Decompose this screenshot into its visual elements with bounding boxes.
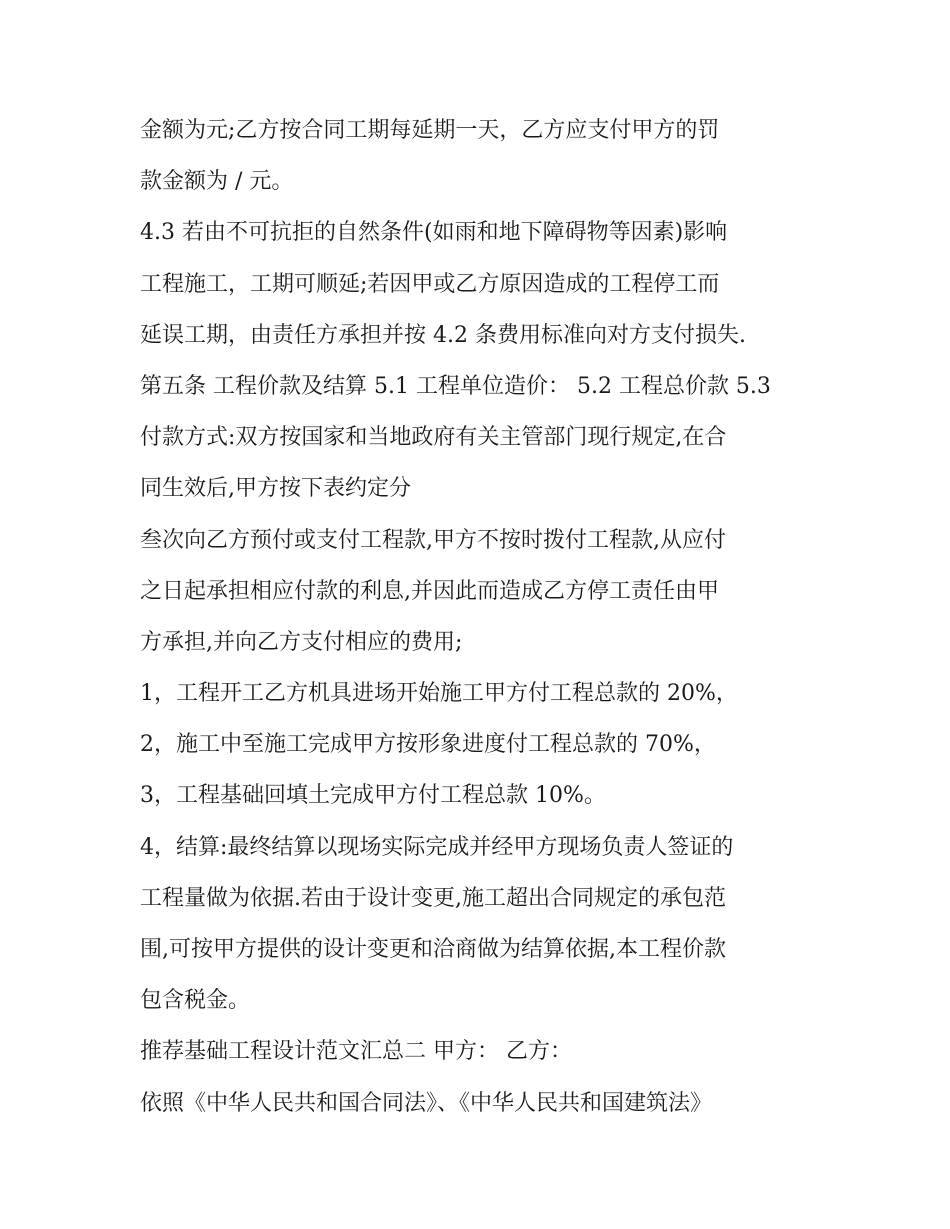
text-line: 款金额为 / 元。 [140,169,294,195]
text-line: 付款方式:双方按国家和当地政府有关主管部门现行规定,在合 [140,425,727,451]
text-line: 1，工程开工乙方机具进场开始施工甲方付工程总款的 20%， [140,681,738,707]
text-line: 推荐基础工程设计范文汇总二 甲方： 乙方： [140,1039,572,1065]
text-line: 4，结算:最终结算以现场实际完成并经甲方现场负责人签证的 [140,834,734,860]
text-line: 第五条 工程价款及结算 5.1 工程单位造价： 5.2 工程总价款 5.3 [140,373,771,399]
text-line: 工程量做为依据.若由于设计变更,施工超出合同规定的承包范 [140,885,726,911]
text-line: 3，工程基础回填土完成甲方付工程总款 10%。 [140,783,606,809]
text-line: 叁次向乙方预付或支付工程款,甲方不按时拨付工程款,从应付 [140,527,726,553]
text-line: 之日起承担相应付款的利息,并因此而造成乙方停工责任由甲 [140,578,719,604]
text-line: 方承担,并向乙方支付相应的费用; [140,629,463,655]
text-line: 2，施工中至施工完成甲方按形象进度付工程总款的 70%， [140,732,716,758]
text-line: 包含税金。 [140,988,251,1014]
text-line: 金额为元;乙方按合同工期每延期一天，乙方应支付甲方的罚 [140,118,720,143]
document-body [140,105,810,1129]
text-line: 依照《中华人民共和国合同法》、《中华人民共和国建筑法》 [140,1090,713,1116]
text-line: 围,可按甲方提供的设计变更和洽商做为结算依据,本工程价款 [140,937,726,962]
text-line: 延误工期，由责任方承担并按 4.2 条费用标准向对方支付损失. [140,322,746,348]
text-line: 4.3 若由不可抗拒的自然条件(如雨和地下障碍物等因素)影响 [140,220,728,246]
text-line: 同生效后,甲方按下表约定分 [140,476,411,502]
text-line: 工程施工，工期可顺延;若因甲或乙方原因造成的工程停工而 [140,271,720,297]
